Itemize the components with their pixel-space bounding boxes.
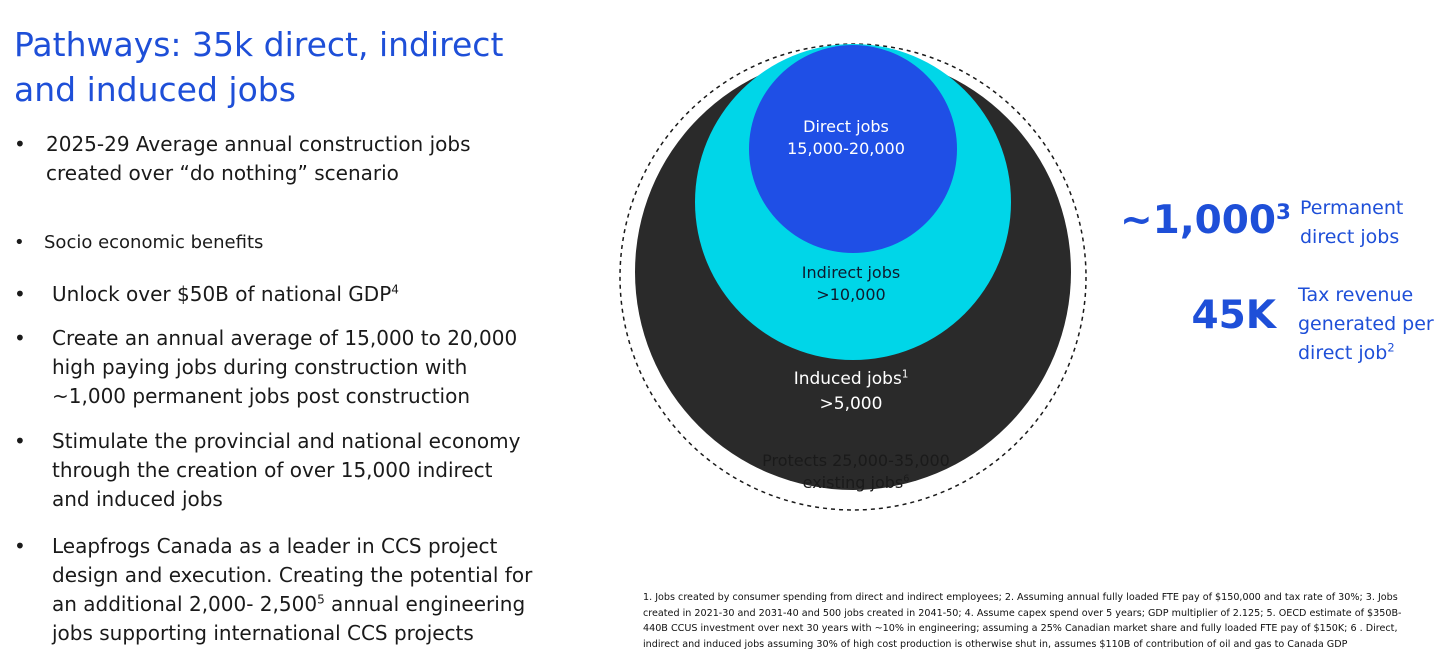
bullet-dot: • [14, 232, 25, 253]
bullet-dot: • [14, 534, 26, 558]
direct-jobs-value: 15,000-20,000 [787, 139, 905, 158]
bullet-text: Socio economic benefits [44, 232, 264, 253]
bullet-text-main: Unlock over $50B of national GDP [52, 282, 392, 306]
tax-revenue-label [1298, 281, 1448, 368]
induced-jobs-label [751, 367, 951, 417]
permanent-jobs-label: Permanent direct jobs [1300, 197, 1404, 248]
footnote-ref: 4 [391, 282, 399, 297]
bullet-text: Create an annual average of 15,000 to 20,000 high paying jobs during construction with ~1,000 permanent jobs post construction [52, 326, 518, 408]
tax-revenue-label-text: Tax revenue generated per direct job [1298, 284, 1434, 364]
protects-jobs-subtitle [706, 472, 1006, 494]
bullet-dot: • [14, 282, 26, 306]
footnote-ref: 3 [1276, 200, 1291, 225]
bullet-dot: • [14, 429, 26, 453]
bullet-text-post: annual engineering jobs supporting international CCS projects [52, 592, 526, 645]
protects-jobs-label [706, 450, 1006, 494]
direct-jobs-label [746, 116, 946, 160]
stat-number-text: ~1,000 [1120, 198, 1277, 243]
tax-revenue-number: 45K [1191, 293, 1276, 338]
title-line-1: Pathways: 35k direct, indirect [14, 25, 504, 64]
induced-jobs-title-text: Induced jobs [793, 369, 902, 389]
direct-jobs-title: Direct jobs [803, 117, 889, 136]
bullet-dot: • [14, 326, 26, 350]
induced-jobs-title [751, 367, 951, 392]
indirect-jobs-title: Indirect jobs [801, 263, 901, 282]
footnote-ref: 2 [1387, 340, 1395, 355]
bullet-text: 2025-29 Average annual construction jobs created over “do nothing” scenario [46, 132, 471, 185]
protects-jobs-subtitle-text: existing jobs [802, 473, 904, 492]
bullet-text-pre: Leapfrogs Canada as a leader in CCS project design and execution. Creating the potential for an additional 2,000- 2,500 [52, 534, 533, 616]
induced-jobs-value: >5,000 [819, 394, 883, 414]
permanent-jobs-number [1120, 198, 1291, 243]
indirect-jobs-label [751, 262, 951, 306]
footnotes: 1. Jobs created by consumer spending from direct and indirect employees; 2. Assuming annual fully loaded FTE pay of $150,000 and tax rate of 30%; 3. Jobs created in 2021-30 and 2031-40 and 500 jobs created in 2041-50; 4. Assume capex spend over 5 years; GDP multiplier of 2.125; 5. OECD estimate of $350B-440B CCUS investment over next 30 years with ~10% in engineering; assuming a 25% Canadian market share and fully loaded FTE pay of $150K; 6 . Direct, indirect and induced jobs assuming 30% of high cost production is otherwise shut in, assumes $110B of contribution of oil and gas to Canada GDP [643, 592, 1402, 650]
footnote-ref: 1 [901, 369, 909, 381]
protects-jobs-title: Protects 25,000-35,000 [762, 451, 950, 470]
footnote-ref: 5 [317, 592, 325, 607]
footnote-ref: 6 [903, 473, 910, 485]
bullet-text: Stimulate the provincial and national economy through the creation of over 15,000 indirect and induced jobs [52, 429, 521, 511]
bullet-dot: • [14, 132, 26, 156]
title-line-2: and induced jobs [14, 70, 296, 109]
indirect-jobs-value: >10,000 [816, 285, 886, 304]
